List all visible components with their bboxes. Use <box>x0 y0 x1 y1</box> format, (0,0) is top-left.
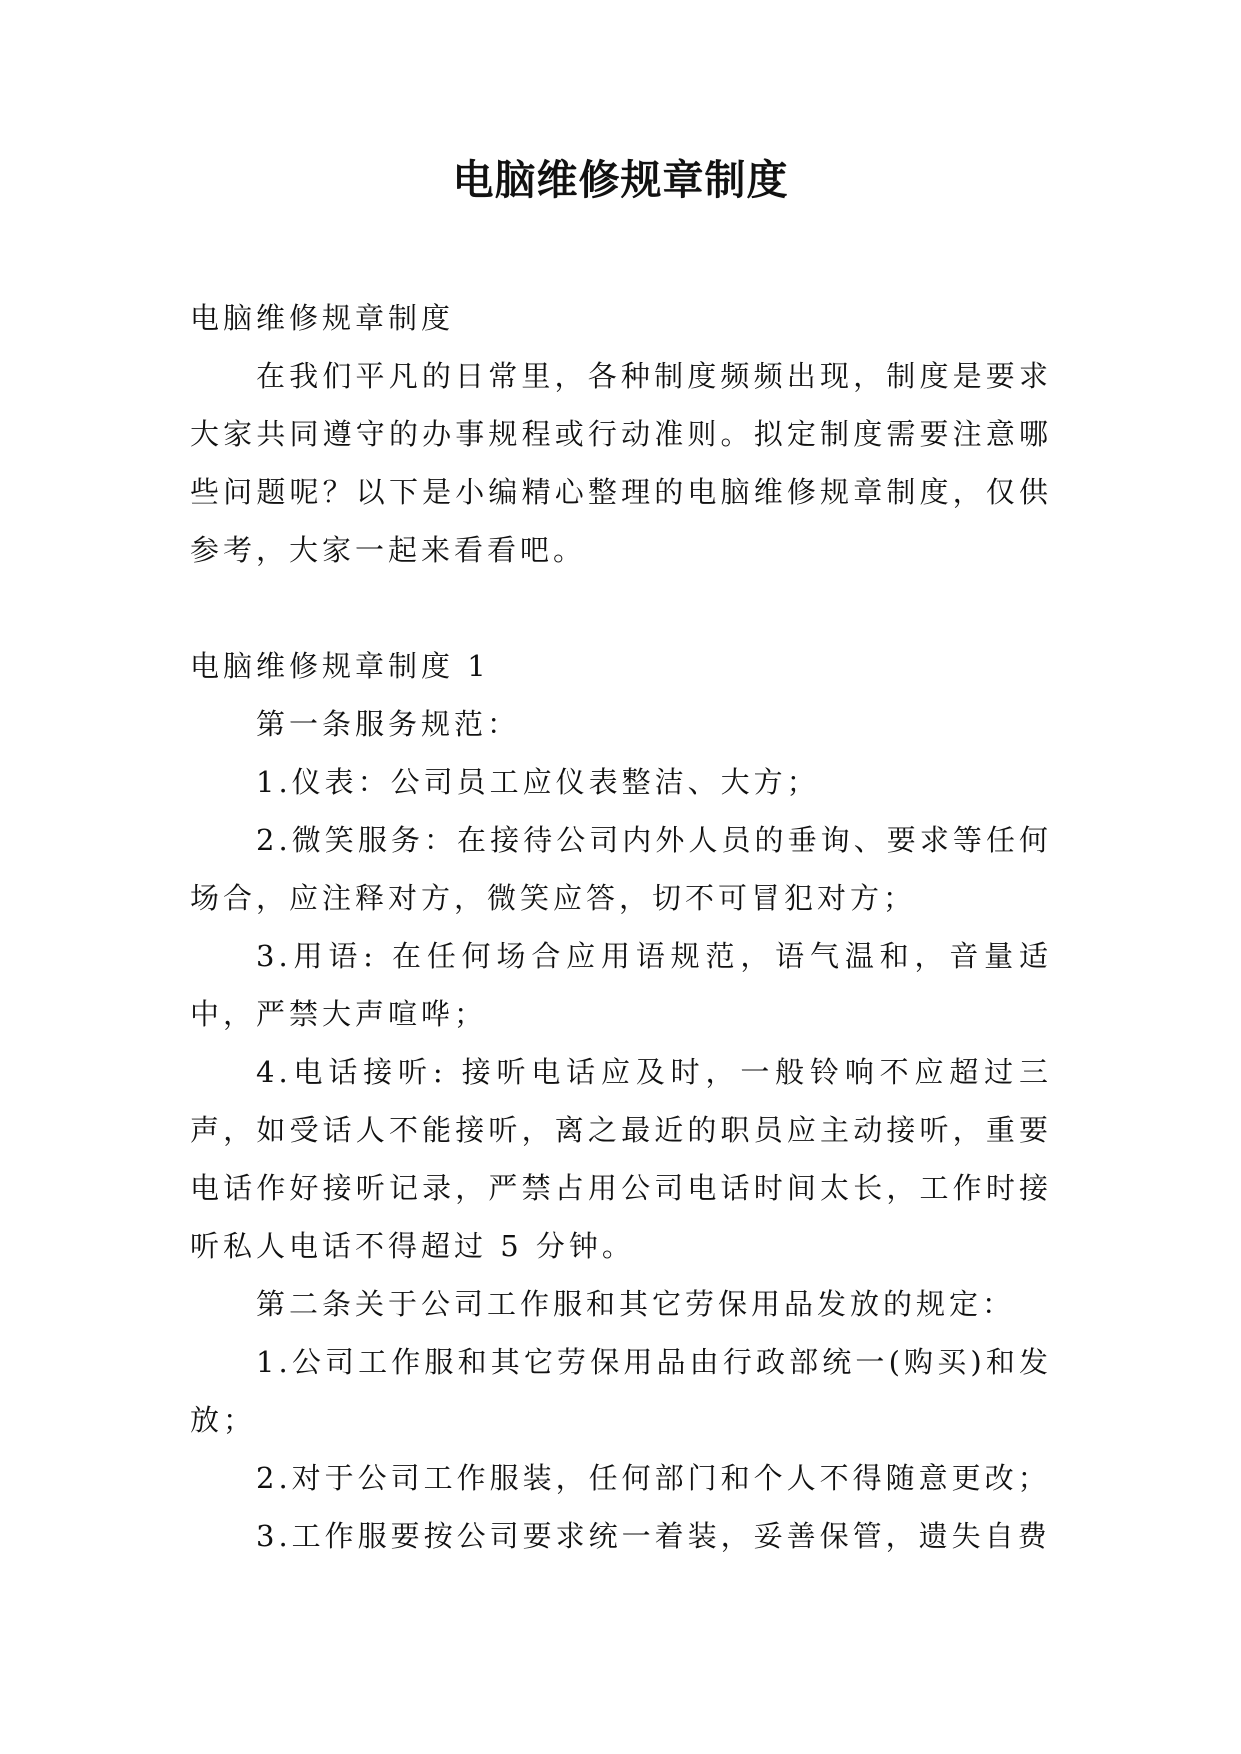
intro-paragraph: 在我们平凡的日常里，各种制度频频出现，制度是要求大家共同遵守的办事规程或行动准则。拟定制度需要注意哪些问题呢？以下是小编精心整理的电脑维修规章制度，仅供参考，大家一起来看看吧。 <box>190 359 1052 567</box>
article-item: 1.仪表：公司员工应仪表整洁、大方； <box>256 765 820 799</box>
article-title: 第二条关于公司工作服和其它劳保用品发放的规定： <box>256 1287 1016 1321</box>
document-body <box>190 289 1052 1565</box>
article-item: 2.对于公司工作服装，任何部门和个人不得随意更改； <box>256 1461 1051 1495</box>
article-item: 2.微笑服务：在接待公司内外人员的垂询、要求等任何场合，应注释对方，微笑应答，切不可冒犯对方； <box>190 823 1052 915</box>
document-subtitle: 电脑维修规章制度 <box>190 301 455 335</box>
article-item: 3.工作服要按公司要求统一着装，妥善保管，遗失自费 <box>256 1519 1051 1553</box>
article-item: 4.电话接听: 接听电话应及时，一般铃响不应超过三声，如受话人不能接听，离之最近的职员应主动接听，重要电话作好接听记录，严禁占用公司电话时间太长，工作时接听私人电话不得超过 5 分钟。 <box>190 1055 1052 1263</box>
section-heading: 电脑维修规章制度 1 <box>190 649 490 683</box>
document-title: 电脑维修规章制度 <box>452 156 789 204</box>
article-title: 第一条服务规范： <box>256 707 521 741</box>
paragraph-spacer <box>190 579 1052 637</box>
article-item: 3.用语: 在任何场合应用语规范，语气温和，音量适中，严禁大声喧哗； <box>190 939 1052 1031</box>
article-item: 1.公司工作服和其它劳保用品由行政部统一(购买)和发放； <box>190 1345 1052 1437</box>
